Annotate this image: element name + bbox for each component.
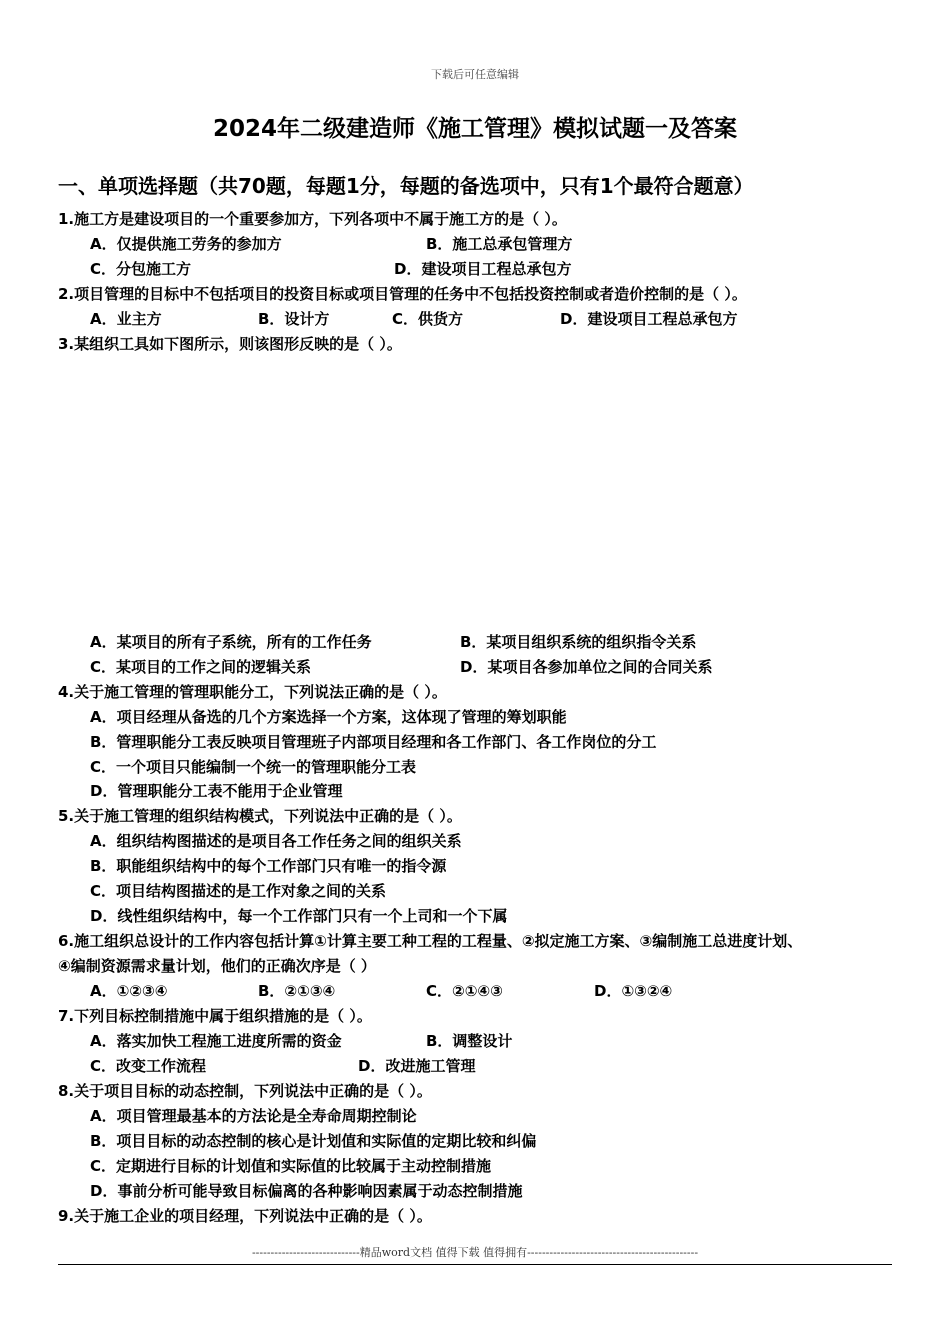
section-heading: 一、单项选择题（共70题，每题1分，每题的备选项中，只有1个最符合题意） bbox=[58, 174, 754, 198]
option-a: A．项目管理最基本的方法论是全寿命周期控制论 bbox=[90, 1107, 417, 1125]
option-c: C．改变工作流程 bbox=[90, 1057, 207, 1075]
question-stem: 6.施工组织总设计的工作内容包括计算①计算主要工种工程的工程量、②拟定施工方案、③编制施工总进度计划、 bbox=[58, 932, 803, 950]
option-c: C．分包施工方 bbox=[90, 260, 192, 278]
option-a: A．业主方 bbox=[90, 310, 162, 328]
option-d: D．改进施工管理 bbox=[358, 1057, 476, 1075]
question-stem-continued: ④编制资源需求量计划，他们的正确次序是（ ） bbox=[58, 957, 376, 975]
option-c: C．项目结构图描述的是工作对象之间的关系 bbox=[90, 882, 387, 900]
option-b: B．项目目标的动态控制的核心是计划值和实际值的定期比较和纠偏 bbox=[90, 1132, 537, 1150]
option-b: B．设计方 bbox=[258, 310, 330, 328]
option-a: A．组织结构图描述的是项目各工作任务之间的组织关系 bbox=[90, 832, 462, 850]
option-c: C．某项目的工作之间的逻辑关系 bbox=[90, 658, 312, 676]
question-stem: 4.关于施工管理的管理职能分工，下列说法正确的是（ ）。 bbox=[58, 683, 447, 701]
footer-divider bbox=[58, 1264, 892, 1265]
question-stem: 1.施工方是建设项目的一个重要参加方，下列各项中不属于施工方的是（ ）。 bbox=[58, 210, 567, 228]
question-stem: 5.关于施工管理的组织结构模式，下列说法中正确的是（ ）。 bbox=[58, 807, 462, 825]
option-b: B．职能组织结构中的每个工作部门只有唯一的指令源 bbox=[90, 857, 447, 875]
option-c: C．一个项目只能编制一个统一的管理职能分工表 bbox=[90, 758, 417, 776]
option-d: D．①③②④ bbox=[594, 982, 673, 1000]
question-stem: 7.下列目标控制措施中属于组织措施的是（ ）。 bbox=[58, 1007, 372, 1025]
option-b: B．调整设计 bbox=[426, 1032, 513, 1050]
option-d: D．建设项目工程总承包方 bbox=[560, 310, 738, 328]
option-a: A．仅提供施工劳务的参加方 bbox=[90, 235, 282, 253]
option-b: B．②①③④ bbox=[258, 982, 336, 1000]
option-d: D．事前分析可能导致目标偏离的各种影响因素属于动态控制措施 bbox=[90, 1182, 523, 1200]
question-stem: 9.关于施工企业的项目经理，下列说法中正确的是（ ）。 bbox=[58, 1207, 432, 1225]
option-d: D．某项目各参加单位之间的合同关系 bbox=[460, 658, 713, 676]
document-title: 2024年二级建造师《施工管理》模拟试题一及答案 bbox=[212, 116, 737, 142]
option-c: C．定期进行目标的计划值和实际值的比较属于主动控制措施 bbox=[90, 1157, 492, 1175]
option-b: B．管理职能分工表反映项目管理班子内部项目经理和各工作部门、各工作岗位的分工 bbox=[90, 733, 657, 751]
option-b: B．施工总承包管理方 bbox=[426, 235, 573, 253]
question-stem: 2.项目管理的目标中不包括项目的投资目标或项目管理的任务中不包括投资控制或者造价控制的是（ ）。 bbox=[58, 285, 747, 303]
option-a: A．某项目的所有子系统，所有的工作任务 bbox=[90, 633, 372, 651]
option-b: B．某项目组织系统的组织指令关系 bbox=[460, 633, 697, 651]
option-c: C．②①④③ bbox=[426, 982, 503, 1000]
option-a: A．①②③④ bbox=[90, 982, 168, 1000]
footer-note: -----------------------------精品word文档 值得下载 值得拥有---------------------------------------------- bbox=[251, 1246, 699, 1259]
question-stem: 8.关于项目目标的动态控制，下列说法中正确的是（ ）。 bbox=[58, 1082, 432, 1100]
header-note: 下载后可任意编辑 bbox=[431, 68, 519, 81]
option-a: A．项目经理从备选的几个方案选择一个方案，这体现了管理的筹划职能 bbox=[90, 708, 567, 726]
option-d: D．线性组织结构中，每一个工作部门只有一个上司和一个下属 bbox=[90, 907, 508, 925]
question-stem: 3.某组织工具如下图所示，则该图形反映的是（ ）。 bbox=[58, 335, 402, 353]
option-d: D．建设项目工程总承包方 bbox=[394, 260, 572, 278]
option-c: C．供货方 bbox=[392, 310, 464, 328]
question-figure-blank bbox=[90, 362, 870, 622]
option-a: A．落实加快工程施工进度所需的资金 bbox=[90, 1032, 342, 1050]
option-d: D．管理职能分工表不能用于企业管理 bbox=[90, 782, 343, 800]
